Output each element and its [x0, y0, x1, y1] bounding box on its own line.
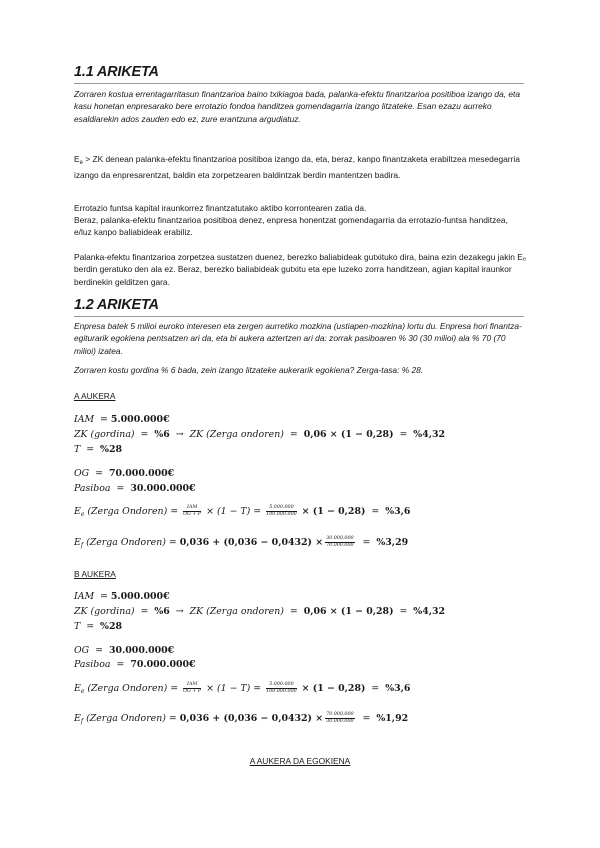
- option-b-iam: IAM = 5.000.000€: [74, 591, 170, 602]
- fraction: $\frac{\text{IAM}}{OG + P}$: [183, 505, 202, 517]
- option-a-iam: IAM = 5.000.000€: [74, 414, 170, 425]
- exercise-1-title: 1.1 ARIKETA: [74, 64, 159, 80]
- exercise-1-question: Zorraren kostua errentagarritasun finantzarioa baino txikiagoa bada, palanka-efektu finantzarioa positiboa izango da, eta kasu honetan enpresarako bere errotazio fondoa handitzea gomendagarria izango litzateke. Esan ezazu aurreko esaldiarekin ados zauden edo ez, zure erantzuna argudiatuz.: [74, 89, 521, 124]
- option-a-pasiboa: Pasiboa = 30.000.000€: [74, 483, 196, 494]
- option-b-pasiboa: Pasiboa = 70.000.000€: [74, 659, 196, 670]
- ef-subscript: e: [79, 160, 83, 166]
- exercise-2-title: 1.2 ARIKETA: [74, 297, 159, 313]
- answer-paragraph-2: Errotazio funtsa kapital iraunkorrez finantzatutako aktibo korrontearen zatia da.: [74, 203, 367, 213]
- option-b-ef-formula: $E_f$ (Zerga Ondoren) = 0,036 + (0,036 − 0,0432) × $\frac{70.000.000}{30.000.000}$ = %1,92: [74, 712, 409, 725]
- conclusion: A AUKERA DA EGOKIENA: [249, 756, 351, 766]
- fraction: $\frac{\text{IAM}}{OG + P}$: [183, 682, 202, 694]
- option-b-zk: ZK (gordina) = %6 → ZK (Zerga ondoren) = 0,06 × (1 − 0,28) = %4,32: [74, 606, 446, 617]
- ef-symbol: E: [74, 154, 80, 164]
- exercise-2-statement: Enpresa batek 5 milioi euroko interesen eta zergen aurretiko mozkina (ustiapen-mozkina) lortu du. Enpresa hori finantza-egiturarik egokiena pentsatzen ari da, eta bi aukera aztertzen ari da: zorrak pasiboaren % 30 (30 milioi) ala % 70 (70 milioi) izatea.: [74, 321, 522, 356]
- option-b-tax: T = %28: [74, 621, 123, 632]
- option-a-zk: ZK (gordina) = %6 → ZK (Zerga ondoren) = 0,06 × (1 − 0,28) = %4,32: [74, 429, 446, 440]
- answer-paragraph-3: Beraz, palanka-efektu finantzarioa positiboa denez, enpresa honentzat gomendagarria da errotazio-funtsa handitzea, e/luz kanpo baliabideak erabiliz.: [74, 215, 508, 238]
- option-a-ee-formula: $E_e$ (Zerga Ondoren) = $\frac{\text{IAM}}{OG + P}$ × (1 − T) = $\frac{5.000.000}{100.000.000}$ × (1 − 0,28) = %3,6: [74, 505, 411, 518]
- fraction: $\frac{5.000.000}{100.000.000}$: [266, 682, 297, 694]
- fraction: $\frac{5.000.000}{100.000.000}$: [266, 505, 297, 517]
- option-a-ef-formula: $E_f$ (Zerga Ondoren) = 0,036 + (0,036 − 0,0432) × $\frac{30.000.000}{70.000.000}$ = %3,29: [74, 536, 409, 549]
- fraction: $\frac{70.000.000}{30.000.000}$: [326, 712, 354, 724]
- option-b-heading: B AUKERA: [74, 569, 116, 579]
- title-rule: [74, 83, 524, 84]
- option-a-tax: T = %28: [74, 444, 123, 455]
- title-rule: [74, 316, 524, 317]
- option-b-ee-formula: $E_e$ (Zerga Ondoren) = $\frac{\text{IAM}}{OG + P}$ × (1 − T) = $\frac{5.000.000}{100.000.000}$ × (1 − 0,28) = %3,6: [74, 682, 411, 695]
- option-a-heading: A AUKERA: [74, 391, 116, 401]
- answer-paragraph-1-text: > ZK denean palanka-efektu finantzarioa positiboa izango da, eta, beraz, kanpo finantzaketa erabiltzea mesedegarria izango da enpresarentzat, baldin eta zorpetzearen baldintzak berdin mantentzen badira.: [74, 154, 520, 181]
- exercise-2-question: Zorraren kostu gordina % 6 bada, zein izango litzateke aukerarik egokiena? Zerga-tasa: % 28.: [74, 365, 424, 375]
- answer-paragraph-4: Palanka-efektu finantzarioa zorpetzea sustatzen duenez, berezko baliabideak gutxituko dira, baina ezin dezakegu jakin Eₑ berdin geratuko den ala ez. Beraz, berezko baliabideak gutxitu eta epe luzeko zorra handitzean, agian kapital iraunkor berdinekin gelditzen gara.: [74, 252, 526, 287]
- fraction: $\frac{30.000.000}{70.000.000}$: [326, 536, 354, 548]
- option-b-og: OG = 30.000.000€: [74, 645, 175, 656]
- answer-paragraph-1: [74, 153, 526, 182]
- option-a-og: OG = 70.000.000€: [74, 468, 175, 479]
